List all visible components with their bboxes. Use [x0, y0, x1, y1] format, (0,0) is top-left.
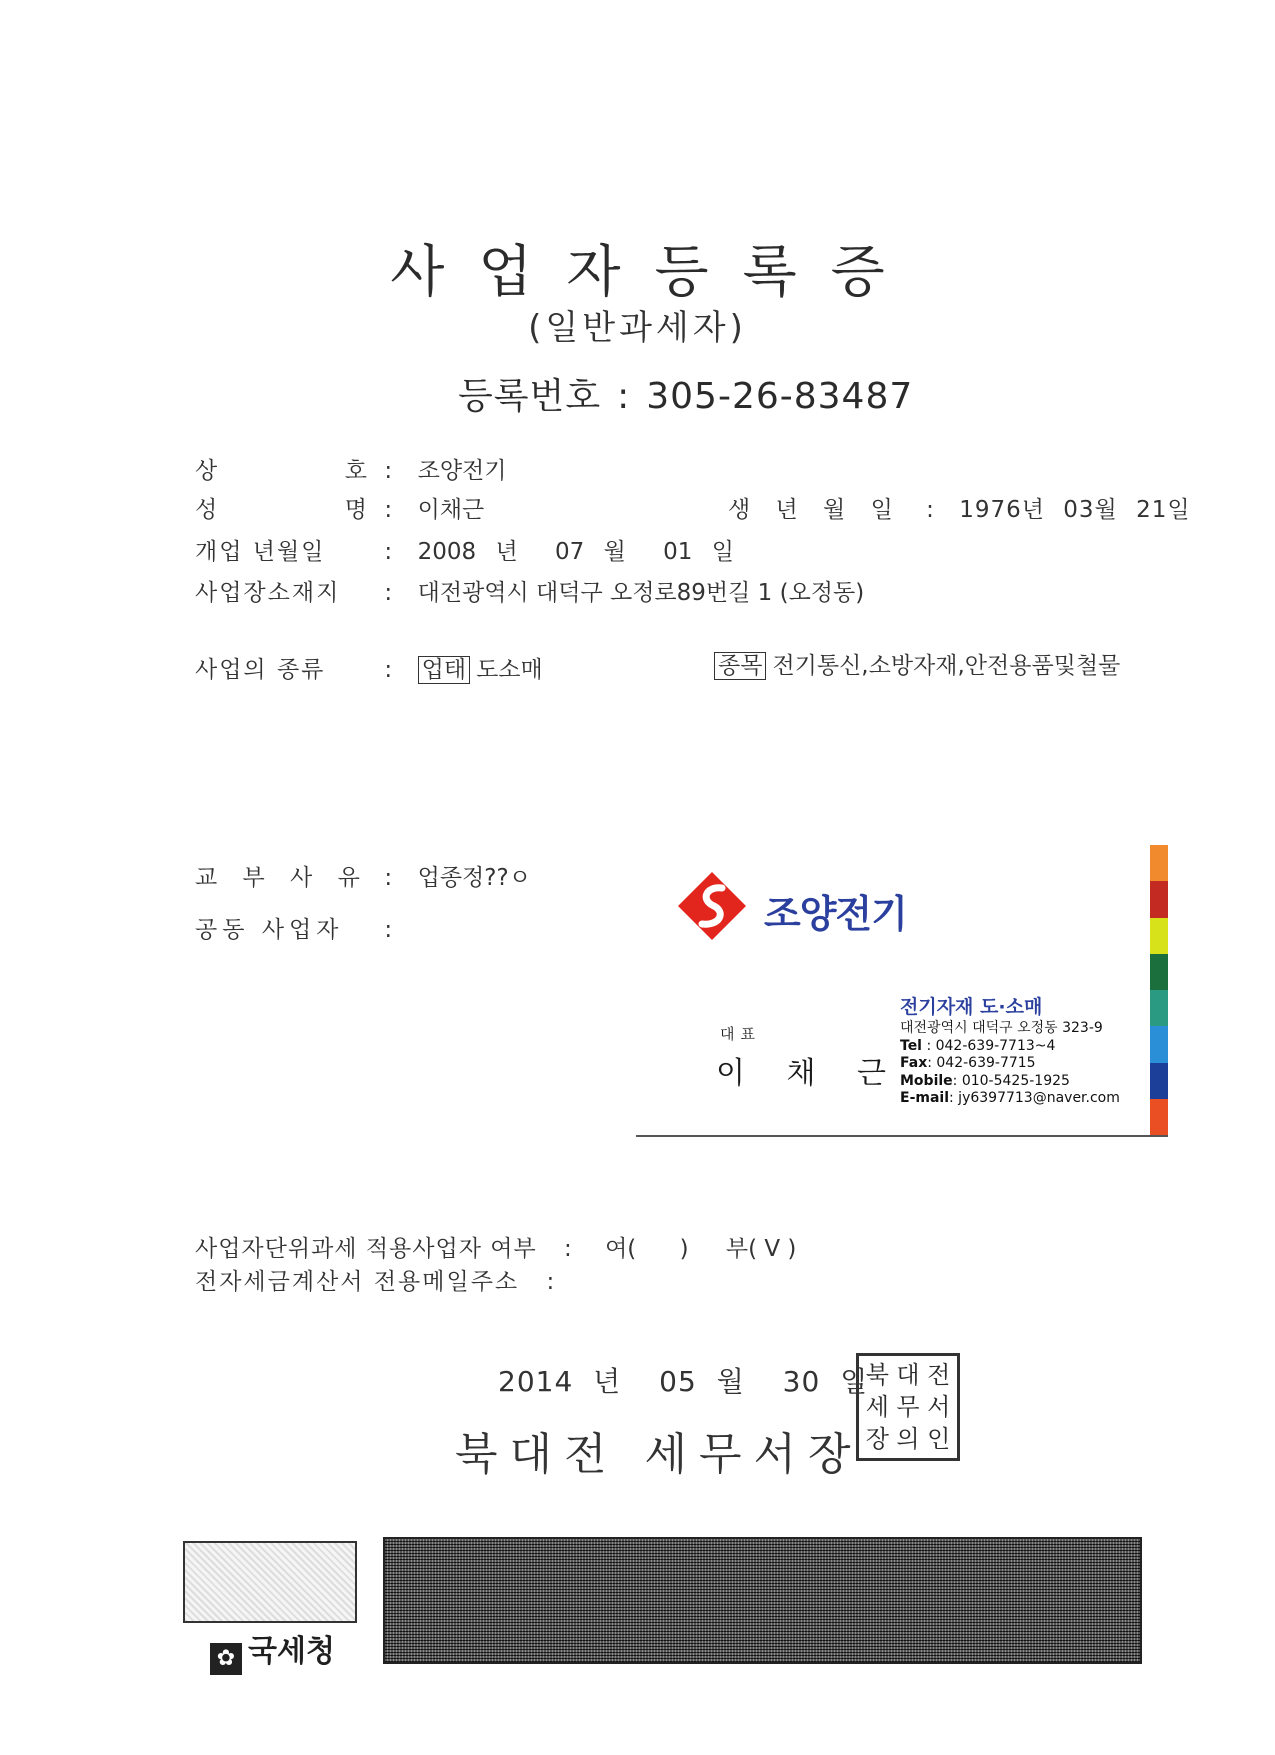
birth-month-unit: 월: [1094, 497, 1118, 523]
opening-month: 07: [555, 539, 585, 565]
official-seal-stamp: [856, 1353, 960, 1461]
registration-label: 등록번호: [458, 376, 602, 417]
card-tel-line: [900, 1038, 1120, 1056]
card-tel: : 042-639-7713~4: [926, 1037, 1056, 1054]
document-title: 사업자등록증: [390, 240, 919, 305]
trade-name-colon: :: [384, 458, 393, 484]
name-label-a: 성: [195, 497, 218, 523]
registration-colon: :: [617, 376, 631, 417]
trade-name-label-a: 상: [195, 458, 218, 484]
stamp-character: 서: [927, 1393, 951, 1421]
stamp-character: 대: [896, 1361, 920, 1389]
issue-year-unit: 년: [593, 1365, 622, 1398]
e-invoice-email-colon: :: [546, 1269, 555, 1295]
name-colon: :: [384, 497, 393, 523]
stamp-character: 무: [896, 1393, 920, 1421]
joint-business-row: [195, 911, 410, 944]
card-email-line: [900, 1090, 1120, 1108]
issue-year: 2014: [498, 1365, 574, 1398]
card-mobile: : 010-5425-1925: [952, 1072, 1070, 1089]
stamp-character: 세: [865, 1393, 889, 1421]
opening-date-row: [195, 533, 734, 566]
e-invoice-email-label: 전자세금계산서 전용메일주소: [195, 1269, 520, 1295]
card-person-name: 이 채 근: [716, 1056, 903, 1091]
issue-reason-colon: :: [384, 865, 393, 891]
card-address: 대전광역시 대덕구 오정동 323-9: [900, 1020, 1103, 1036]
stamp-character: 전: [927, 1361, 951, 1389]
name-label-b: 명: [344, 497, 367, 523]
birth-year-unit: 년: [1021, 497, 1045, 523]
issue-month-unit: 월: [716, 1365, 745, 1398]
address-row: [195, 574, 864, 607]
business-type-value: 도소매: [476, 657, 543, 683]
card-strip-segment: [1150, 1063, 1168, 1099]
trade-name-label-b: 호: [344, 458, 367, 484]
business-type-label: 사업의 종류: [195, 657, 326, 683]
e-invoice-email-row: [195, 1263, 554, 1296]
card-mobile-label: Mobile: [900, 1072, 953, 1089]
card-fax-line: [900, 1055, 1120, 1073]
card-business: 전기자재 도·소매: [900, 996, 1043, 1018]
card-contact-info: [900, 1020, 1120, 1108]
business-item-tag: 종목: [714, 652, 766, 680]
address-colon: :: [384, 580, 393, 606]
unit-tax-yes: 여(: [605, 1236, 637, 1262]
registration-number: 305-26-83487: [646, 376, 914, 417]
registration-number-line: [458, 368, 913, 419]
barcode-box: [183, 1541, 357, 1623]
name-label: [195, 491, 367, 524]
opening-date-colon: :: [384, 539, 393, 565]
unit-tax-label: 사업자단위과세 적용사업자 여부: [195, 1236, 537, 1262]
unit-tax-row: [195, 1230, 796, 1263]
address-label: 사업장소재지: [195, 580, 341, 606]
birth-date-label: 생 년 월 일: [728, 497, 902, 523]
issue-reason-label: 교 부 사 유: [195, 865, 369, 891]
card-strip-segment: [1150, 954, 1168, 990]
issue-day-unit: 일: [840, 1365, 869, 1398]
birth-day-unit: 일: [1167, 497, 1191, 523]
birth-day: 21: [1136, 497, 1168, 523]
business-type-colon: :: [384, 657, 393, 683]
opening-year-unit: 년: [495, 539, 518, 565]
card-strip-segment: [1150, 845, 1168, 881]
unit-tax-colon: :: [564, 1236, 572, 1262]
stamp-character: 북: [865, 1361, 889, 1389]
security-pattern: [383, 1537, 1142, 1664]
name-value: 이채근: [417, 497, 485, 523]
trade-name-label: [195, 452, 367, 485]
stamp-character: 장: [865, 1425, 889, 1453]
company-logo-icon: [676, 870, 748, 942]
opening-day-unit: 일: [711, 539, 734, 565]
birth-month: 03: [1063, 497, 1095, 523]
trade-name-row: [195, 452, 507, 485]
birth-year: 1976: [959, 497, 1022, 523]
business-card: [636, 845, 1168, 1137]
card-strip-segment: [1150, 881, 1168, 917]
card-fax-label: Fax: [900, 1055, 928, 1071]
card-strip-segment: [1150, 1099, 1168, 1135]
trade-name-value: 조양전기: [417, 458, 507, 484]
name-row: [195, 491, 484, 524]
issue-month: 05: [659, 1365, 697, 1398]
stamp-character: 의: [896, 1425, 920, 1453]
card-strip-segment: [1150, 990, 1168, 1026]
document-subtitle: (일반과세자): [528, 308, 747, 348]
opening-month-unit: 월: [603, 539, 626, 565]
issue-reason-value: 업종정??ㅇ: [417, 865, 531, 891]
opening-day: 01: [663, 539, 693, 565]
birth-date-row: [728, 491, 1191, 524]
joint-business-label: 공동 사업자: [195, 917, 344, 943]
issuing-office: 북대전 세무서장: [455, 1429, 863, 1480]
address-value: 대전광역시 대덕구 오정로89번길 1 (오정동): [417, 580, 865, 606]
opening-year: 2008: [417, 539, 477, 565]
business-item-value: 전기통신,소방자재,안전용품및철물: [772, 653, 1121, 679]
card-fax: : 042-639-7715: [927, 1055, 1036, 1071]
business-type-row: [195, 651, 543, 684]
joint-business-colon: :: [384, 917, 393, 943]
issue-reason-row: [195, 859, 531, 892]
card-strip-segment: [1150, 918, 1168, 954]
card-company-name: 조양전기: [764, 892, 907, 936]
national-tax-service-mark: [210, 1626, 335, 1675]
unit-tax-yes-close: ): [679, 1236, 689, 1262]
card-email-label: E-mail: [900, 1090, 950, 1106]
card-role: 대표: [720, 1025, 761, 1043]
birth-date-colon: :: [926, 497, 935, 523]
nts-logo-icon: ✿: [210, 1643, 242, 1675]
business-item-row: [714, 647, 1120, 680]
issue-date: [498, 1360, 868, 1400]
card-email: : jy6397713@naver.com: [949, 1090, 1120, 1106]
card-strip-segment: [1150, 1026, 1168, 1062]
issue-day: 30: [782, 1365, 821, 1398]
stamp-character: 인: [927, 1425, 951, 1453]
unit-tax-no: 부( V ): [725, 1236, 797, 1262]
card-color-strip: [1150, 845, 1168, 1135]
card-mobile-line: [900, 1073, 1120, 1091]
card-tel-label: Tel: [900, 1037, 922, 1054]
opening-date-label: 개업 년월일: [195, 539, 326, 565]
business-type-tag: 업태: [418, 656, 470, 684]
nts-name: 국세청: [248, 1634, 335, 1669]
